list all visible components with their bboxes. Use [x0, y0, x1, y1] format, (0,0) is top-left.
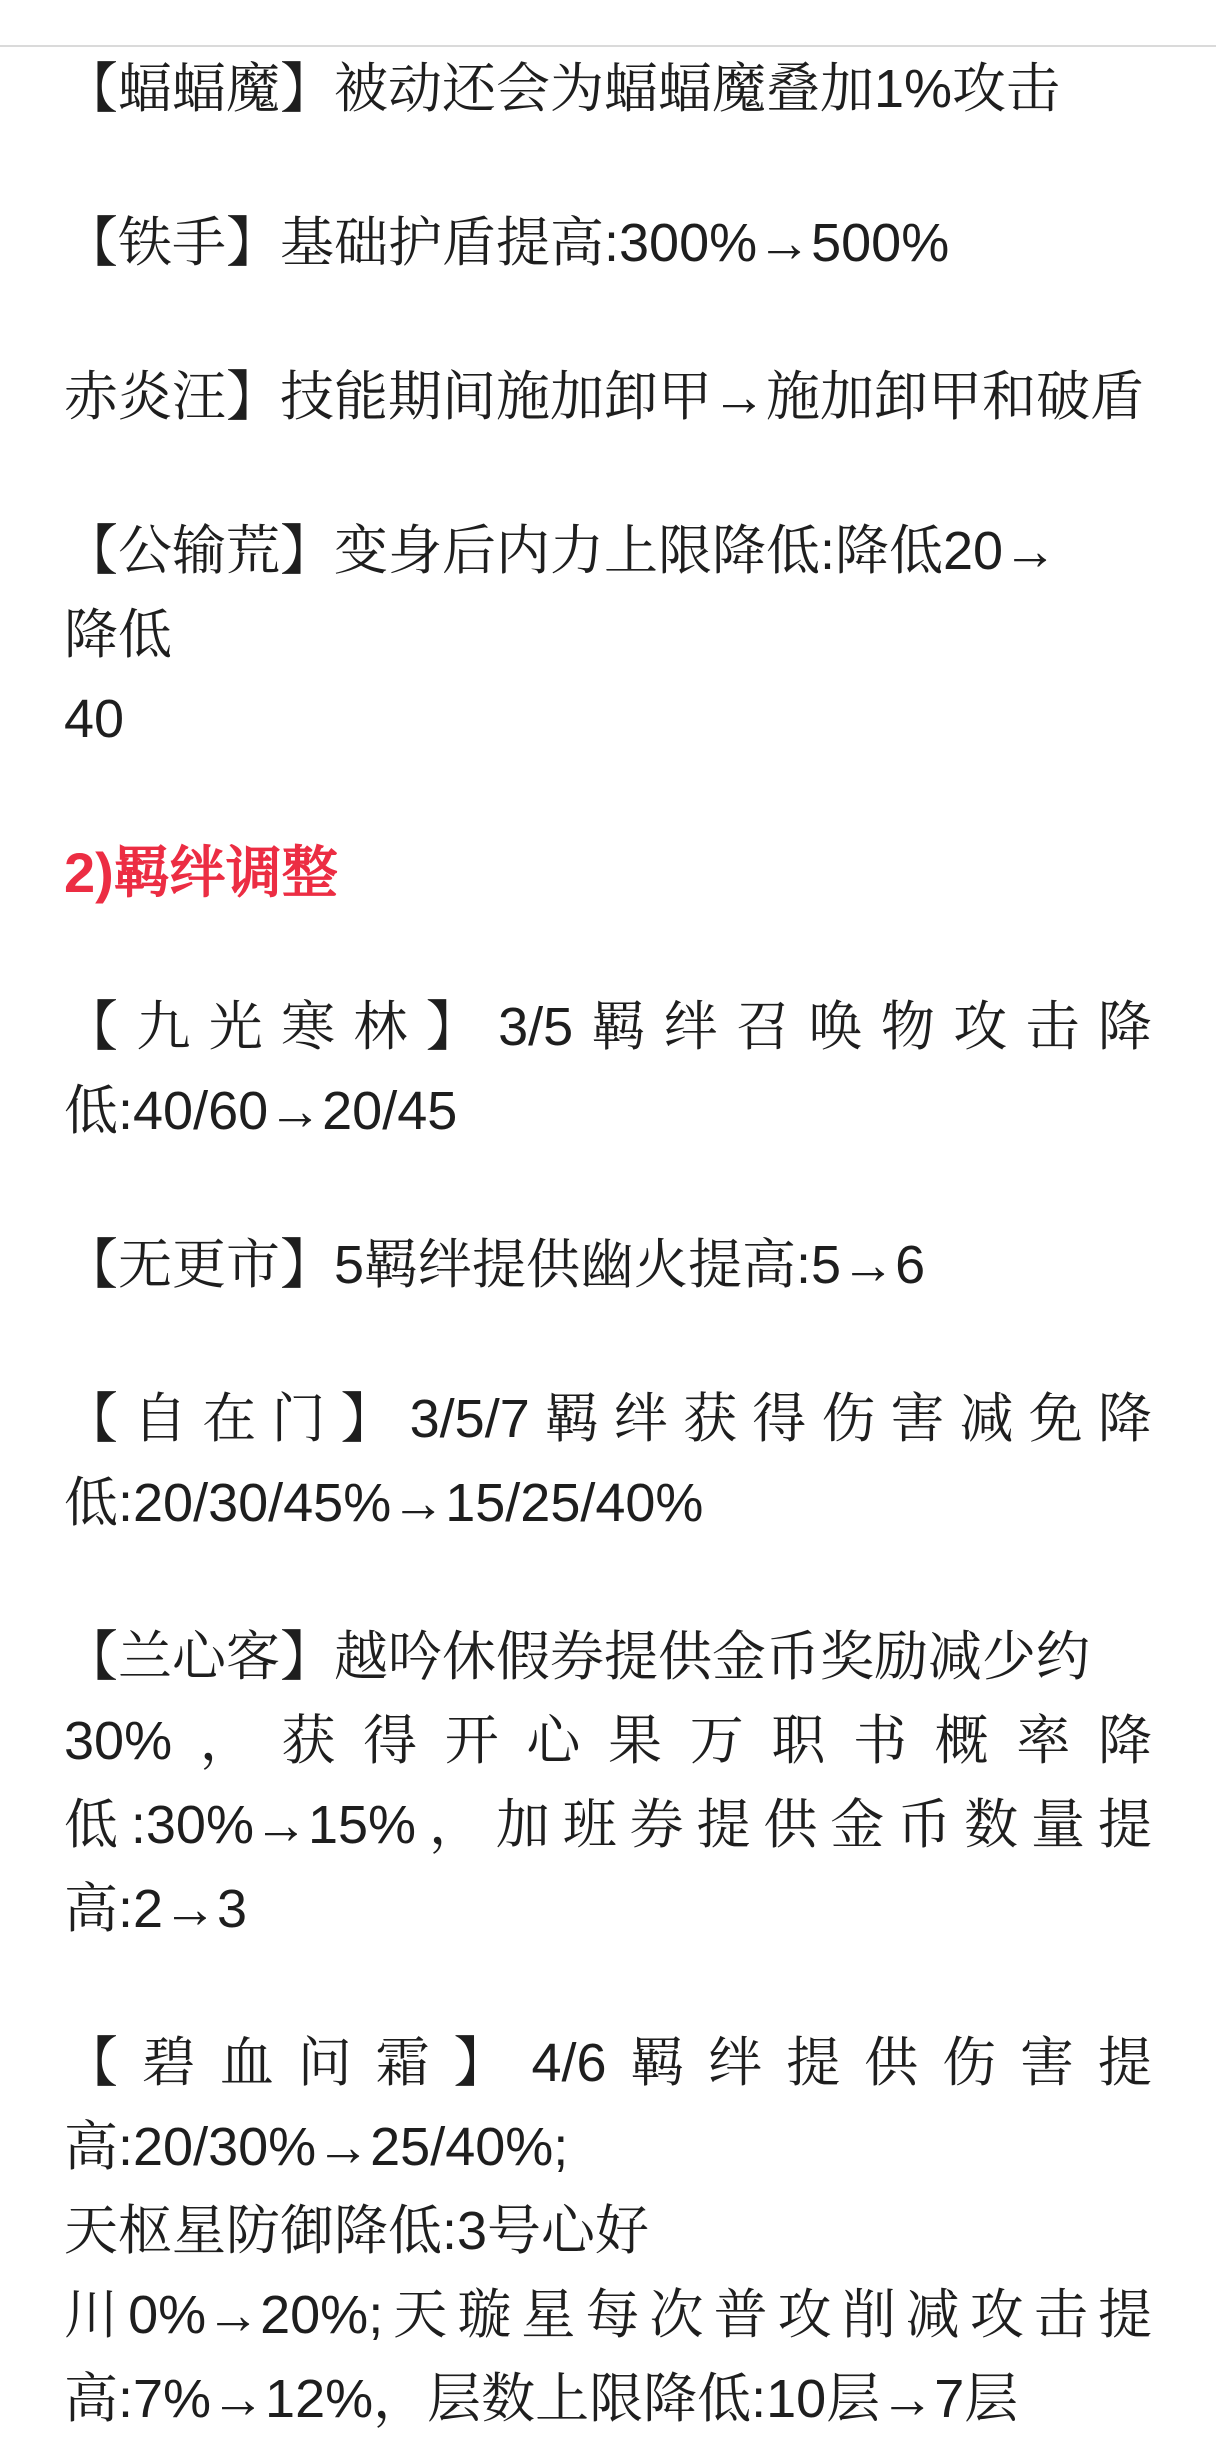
text-token: 0%→20%;	[128, 2285, 384, 2345]
text-token: 寒	[281, 997, 336, 1057]
text-token: 3/5/7	[409, 1389, 530, 1449]
text-token: 自	[133, 1389, 188, 1449]
text-line: 【公输荒】变身后内力上限降低:降低20→降低	[64, 521, 1058, 665]
text-token: 绊	[663, 997, 718, 1057]
text-token: 金	[830, 1795, 885, 1855]
patch-note-paragraph	[64, 1377, 1152, 1545]
text-line: 2)羁绊调整	[64, 841, 338, 904]
patch-note-paragraph	[64, 1615, 1152, 1951]
text-token: 30%	[64, 1711, 173, 1771]
text-token: 攻	[969, 2285, 1024, 2345]
text-line	[64, 2021, 1152, 2105]
text-token: 羁	[544, 1389, 599, 1449]
text-token: 获	[683, 1389, 738, 1449]
text-token: 供	[763, 1795, 818, 1855]
text-token: 减	[959, 1389, 1014, 1449]
text-token: 星	[521, 2285, 576, 2345]
text-token: 】	[425, 997, 480, 1057]
text-token: 绊	[613, 1389, 668, 1449]
text-token: 羁	[630, 2033, 685, 2093]
text-token: 伤	[821, 1389, 876, 1449]
patch-note-paragraph	[64, 355, 1152, 439]
text-token: 在	[202, 1389, 257, 1449]
text-token: 血	[219, 2033, 274, 2093]
text-token: 召	[736, 997, 791, 1057]
text-token: 提	[1097, 2285, 1152, 2345]
text-token: 林	[353, 997, 408, 1057]
text-token: 果	[608, 1711, 663, 1771]
text-line: 低:20/30/45%→15/25/40%	[64, 1473, 704, 1533]
text-line	[64, 1699, 1152, 1783]
text-token: 九	[136, 997, 191, 1057]
text-token: 天	[393, 2285, 448, 2345]
text-token: 提	[786, 2033, 841, 2093]
text-token: 降	[1097, 1389, 1152, 1449]
text-token: 获	[281, 1711, 336, 1771]
text-token: 供	[864, 2033, 919, 2093]
text-token: 每	[585, 2285, 640, 2345]
text-token: 川	[64, 2285, 118, 2345]
text-token: 降	[1097, 1711, 1152, 1771]
text-line: 赤炎汪】技能期间施加卸甲→施加卸甲和破盾	[64, 367, 1144, 427]
text-token: 攻	[953, 997, 1008, 1057]
patch-note-paragraph	[64, 47, 1152, 131]
text-token: 羁	[591, 997, 646, 1057]
text-token: :30%→15%	[130, 1795, 417, 1855]
patch-note-paragraph	[64, 985, 1152, 1153]
text-token: 减	[905, 2285, 960, 2345]
text-line	[64, 1377, 1152, 1461]
text-token: 唤	[808, 997, 863, 1057]
text-token: 加	[495, 1795, 550, 1855]
text-token: 班	[562, 1795, 617, 1855]
text-line: 【蝠蝠魔】被动还会为蝠蝠魔叠加1%攻击	[64, 59, 1061, 119]
text-token: 门	[271, 1389, 326, 1449]
patch-note-paragraph	[64, 1223, 1152, 1307]
text-token: 提	[1097, 2033, 1152, 2093]
text-token: 碧	[141, 2033, 196, 2093]
text-line	[64, 2273, 1152, 2357]
text-token: 3/5	[498, 997, 574, 1057]
text-token: 削	[841, 2285, 896, 2345]
text-token: 提	[1097, 1795, 1152, 1855]
text-token: 币	[897, 1795, 952, 1855]
text-token: 击	[1025, 997, 1080, 1057]
text-token: 】	[453, 2033, 508, 2093]
text-line	[64, 985, 1152, 1069]
text-line: 【无更市】5羁绊提供幽火提高:5→6	[64, 1235, 926, 1295]
text-line	[64, 1783, 1152, 1867]
text-token: 率	[1016, 1711, 1071, 1771]
text-token: 攻	[777, 2285, 832, 2345]
text-token: 心	[526, 1711, 581, 1771]
text-token: ，	[199, 1711, 254, 1771]
text-token: 击	[1033, 2285, 1088, 2345]
text-line: 【铁手】基础护盾提高:300%→500%	[64, 213, 950, 273]
text-token: 降	[1097, 997, 1152, 1057]
text-token: 免	[1028, 1389, 1083, 1449]
text-token: 概	[934, 1711, 989, 1771]
text-token: 普	[713, 2285, 768, 2345]
text-token: 次	[649, 2285, 704, 2345]
text-token: 【	[64, 2033, 118, 2093]
patch-note-paragraph	[64, 2021, 1152, 2441]
text-line: 【兰心客】越吟休假券提供金币奖励减少约	[64, 1627, 1090, 1687]
text-token: 物	[880, 997, 935, 1057]
text-token: 害	[1019, 2033, 1074, 2093]
text-token: 绊	[708, 2033, 763, 2093]
text-token: 万	[689, 1711, 744, 1771]
section-heading	[64, 831, 1152, 915]
text-token: 量	[1030, 1795, 1085, 1855]
text-token: 开	[444, 1711, 499, 1771]
article-body	[0, 47, 1216, 2441]
top-margin-strip	[0, 0, 1216, 45]
text-token: ，	[428, 1795, 483, 1855]
text-token: 职	[771, 1711, 826, 1771]
text-token: 书	[853, 1711, 907, 1771]
text-line: 低:40/60→20/45	[64, 1081, 458, 1141]
text-token: 数	[964, 1795, 1019, 1855]
text-token: 璇	[457, 2285, 512, 2345]
text-token: 【	[64, 1389, 118, 1449]
text-token: 问	[297, 2033, 352, 2093]
text-line: 高:20/30%→25/40%;天枢星防御降低:3号心好	[64, 2117, 650, 2261]
patch-note-paragraph	[64, 201, 1152, 285]
text-token: 券	[629, 1795, 684, 1855]
text-line: 40	[64, 689, 125, 749]
text-token: 得	[363, 1711, 418, 1771]
text-line: 高:7%→12%，层数上限降低:10层→7层	[64, 2369, 1019, 2429]
text-token: 伤	[942, 2033, 997, 2093]
text-token: 害	[890, 1389, 945, 1449]
text-token: 低	[64, 1795, 118, 1855]
text-token: 】	[340, 1389, 395, 1449]
text-token: 光	[208, 997, 263, 1057]
text-token: 提	[696, 1795, 751, 1855]
text-token: 霜	[375, 2033, 430, 2093]
text-token: 得	[752, 1389, 807, 1449]
text-token: 4/6	[531, 2033, 607, 2093]
text-token: 【	[64, 997, 118, 1057]
text-line: 高:2→3	[64, 1879, 248, 1939]
patch-note-paragraph	[64, 509, 1152, 761]
